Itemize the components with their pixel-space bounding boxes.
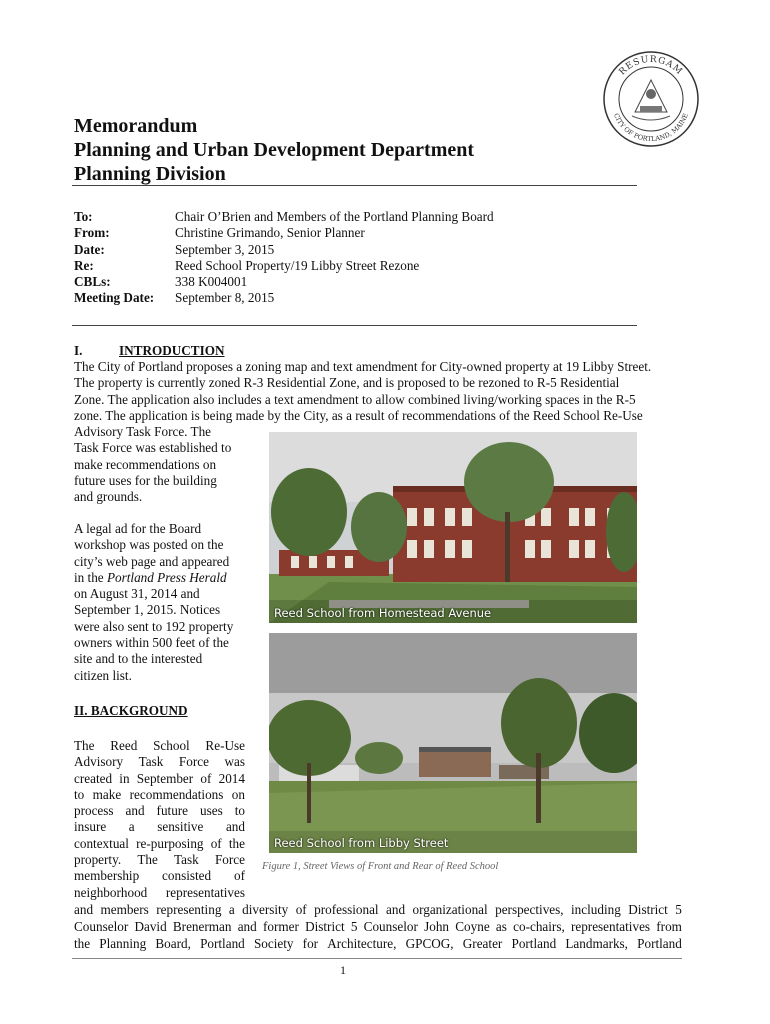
- word: sensitive: [157, 819, 204, 835]
- word: Portland: [637, 935, 682, 951]
- seal-city-name: CITY OF PORTLAND, MAINE: [612, 112, 690, 144]
- word: a: [128, 819, 135, 835]
- memo-heading: [74, 114, 474, 186]
- word: Advisory: [74, 754, 124, 770]
- word: Task: [174, 852, 199, 868]
- meta-divider: [72, 325, 637, 326]
- text-line: make recommendations on: [74, 456, 217, 472]
- word: from: [656, 918, 682, 934]
- page-number: 1: [340, 963, 346, 977]
- word: membership: [74, 868, 140, 884]
- word: the: [74, 935, 91, 951]
- text-line: [74, 819, 245, 835]
- header-divider: [72, 185, 637, 186]
- text-line: future uses for the building: [74, 472, 217, 488]
- meta-value: September 3, 2015: [175, 241, 275, 257]
- word: and: [386, 902, 406, 917]
- text-line: created in September of 2014: [74, 770, 245, 786]
- word: Portland: [511, 935, 557, 951]
- word: Counselor: [363, 918, 418, 934]
- word: Task: [138, 754, 164, 770]
- section-heading-background: II. BACKGROUND: [74, 703, 188, 718]
- word: property.: [74, 852, 122, 868]
- department-name: Planning and Urban Development Department: [74, 139, 475, 161]
- city-seal-icon: [602, 50, 700, 148]
- meta-label: CBLs:: [74, 274, 111, 290]
- word: Force: [214, 852, 245, 868]
- meta-label: Date:: [74, 241, 105, 257]
- text-line: [74, 868, 245, 884]
- word: Reed: [110, 738, 138, 753]
- meta-from: [74, 225, 494, 241]
- text-line: owners within 500 feet of the: [74, 635, 229, 651]
- meta-label: Re:: [74, 257, 94, 273]
- section-title: INTRODUCTION: [119, 343, 225, 358]
- photo-caption: Reed School from Homestead Avenue: [274, 606, 492, 620]
- text-line: Advisory Task Force. The: [74, 424, 212, 439]
- word: David: [134, 918, 167, 934]
- word: District: [628, 902, 668, 917]
- word: and: [125, 803, 145, 819]
- figure-caption: Figure 1, Street Views of Front and Rear of Reed School: [262, 861, 499, 872]
- word: Architecture,: [327, 935, 397, 951]
- word: a: [228, 902, 235, 917]
- meta-to: [74, 209, 494, 225]
- division-name: Planning Division: [74, 163, 226, 185]
- word: insure: [74, 819, 107, 835]
- text-line: [74, 754, 245, 770]
- word: The: [74, 738, 95, 753]
- meta-value: September 8, 2015: [175, 290, 275, 306]
- text-line: The City of Portland proposes a zoning map and text amendment for City-owned property at 19 Libby Street.: [74, 359, 652, 374]
- word: Planning: [99, 935, 147, 951]
- text-line: September 1, 2015. Notices: [74, 602, 221, 618]
- word: co-chairs,: [513, 918, 565, 934]
- text-line: and grounds.: [74, 489, 143, 505]
- word: consisted: [162, 868, 212, 884]
- word: Coyne: [455, 918, 490, 934]
- background-paragraph-continued: [74, 902, 682, 952]
- word: uses: [200, 803, 223, 819]
- text-line: contextual re-purposing of the: [74, 835, 245, 851]
- word: organizational: [412, 902, 488, 917]
- word: 5: [675, 902, 682, 917]
- word: Re-Use: [205, 738, 245, 753]
- word: representatives: [570, 918, 651, 934]
- text-line: [74, 885, 245, 901]
- word: and: [237, 918, 257, 934]
- text-fragment: in the: [74, 569, 107, 585]
- footer-divider: [72, 958, 682, 959]
- meta-re: [74, 258, 494, 274]
- text-line: [74, 852, 245, 868]
- word: perspectives,: [495, 902, 564, 917]
- word: Portland: [200, 935, 245, 951]
- photo-reed-school-front: [269, 432, 637, 623]
- word: and: [74, 902, 94, 917]
- text-line: A legal ad for the Board: [74, 521, 202, 536]
- meta-value: Christine Grimando, Senior Planner: [175, 225, 365, 241]
- word: Landmarks,: [565, 935, 628, 951]
- meta-meeting-date: [74, 290, 494, 306]
- word: Society: [253, 935, 294, 951]
- word: representatives: [165, 884, 245, 900]
- word: neighborhood: [74, 884, 148, 900]
- word: School: [153, 738, 190, 753]
- word: District: [305, 918, 345, 934]
- word: process: [74, 803, 114, 819]
- memo-title: Memorandum: [74, 115, 198, 137]
- text-line: city’s web page and appeared: [74, 553, 230, 569]
- meta-cbls: [74, 274, 494, 290]
- text-line: were also sent to 192 property: [74, 618, 234, 634]
- intro-paragraph: [74, 359, 686, 425]
- text-line: zone. The application is being made by the City, as a result of recommendations of the Reed School Re-Use: [74, 408, 643, 424]
- word: Counselor: [74, 918, 129, 934]
- text-line: site and to the interested: [74, 651, 203, 667]
- photo-reed-school-rear: [269, 633, 637, 853]
- text-line: to make recommendations on: [74, 786, 245, 802]
- text-line: Zone. The application also includes a text amendment to allow combined living/working spaces in the R-5: [74, 391, 636, 407]
- word: as: [495, 918, 507, 934]
- word: Greater: [462, 935, 503, 951]
- meta-label: From:: [74, 225, 110, 241]
- text-line: [74, 902, 682, 919]
- meta-label: Meeting Date:: [74, 290, 155, 306]
- text-line: on August 31, 2014 and: [74, 586, 200, 602]
- meta-value: 338 K004001: [175, 274, 248, 290]
- word: John: [424, 918, 450, 934]
- word: 5: [350, 918, 358, 934]
- word: future: [156, 803, 189, 819]
- meta-date: [74, 242, 494, 258]
- word: of: [233, 868, 245, 884]
- meta-label: To:: [74, 209, 93, 224]
- section-heading-introduction: [74, 343, 225, 359]
- word: members: [100, 902, 149, 917]
- text-line: citizen list.: [74, 667, 132, 683]
- seal-motto: RESURGAM: [617, 54, 685, 78]
- word: former: [262, 918, 299, 934]
- word: for: [302, 935, 319, 951]
- text-line: workshop was posted on the: [74, 537, 224, 553]
- text-line: [74, 570, 233, 586]
- meta-value: Reed School Property/19 Libby Street Rezone: [175, 257, 420, 273]
- word: representing: [156, 902, 222, 917]
- word: of: [295, 902, 307, 917]
- text-line: [74, 919, 682, 936]
- word: Brenerman: [172, 918, 232, 934]
- word: Force: [178, 754, 209, 770]
- word: The: [137, 852, 158, 868]
- word: including: [571, 902, 621, 917]
- word: professional: [314, 902, 379, 917]
- section-number: I.: [74, 343, 83, 358]
- background-paragraph: [74, 738, 245, 901]
- text-line: The property is currently zoned R-3 Residential Zone, and is proposed to be rezoned to R-5 Residential: [74, 375, 620, 391]
- word: Board,: [155, 935, 191, 951]
- word: was: [224, 754, 245, 770]
- text-line: [74, 803, 245, 819]
- text-line: [74, 738, 245, 754]
- word: to: [234, 803, 245, 819]
- word: and: [225, 819, 245, 835]
- meta-value: Chair O’Brien and Members of the Portland Planning Board: [175, 209, 494, 224]
- memo-meta: [74, 209, 494, 307]
- photo-caption: Reed School from Libby Street: [274, 836, 449, 850]
- word: diversity: [242, 902, 289, 917]
- newspaper-name: Portland Press Herald: [106, 569, 227, 585]
- intro-paragraph-continued: [74, 424, 231, 505]
- text-line: [74, 936, 682, 953]
- text-line: Task Force was established to: [74, 440, 232, 456]
- word: GPCOG,: [405, 935, 454, 951]
- legal-ad-paragraph: [74, 521, 233, 684]
